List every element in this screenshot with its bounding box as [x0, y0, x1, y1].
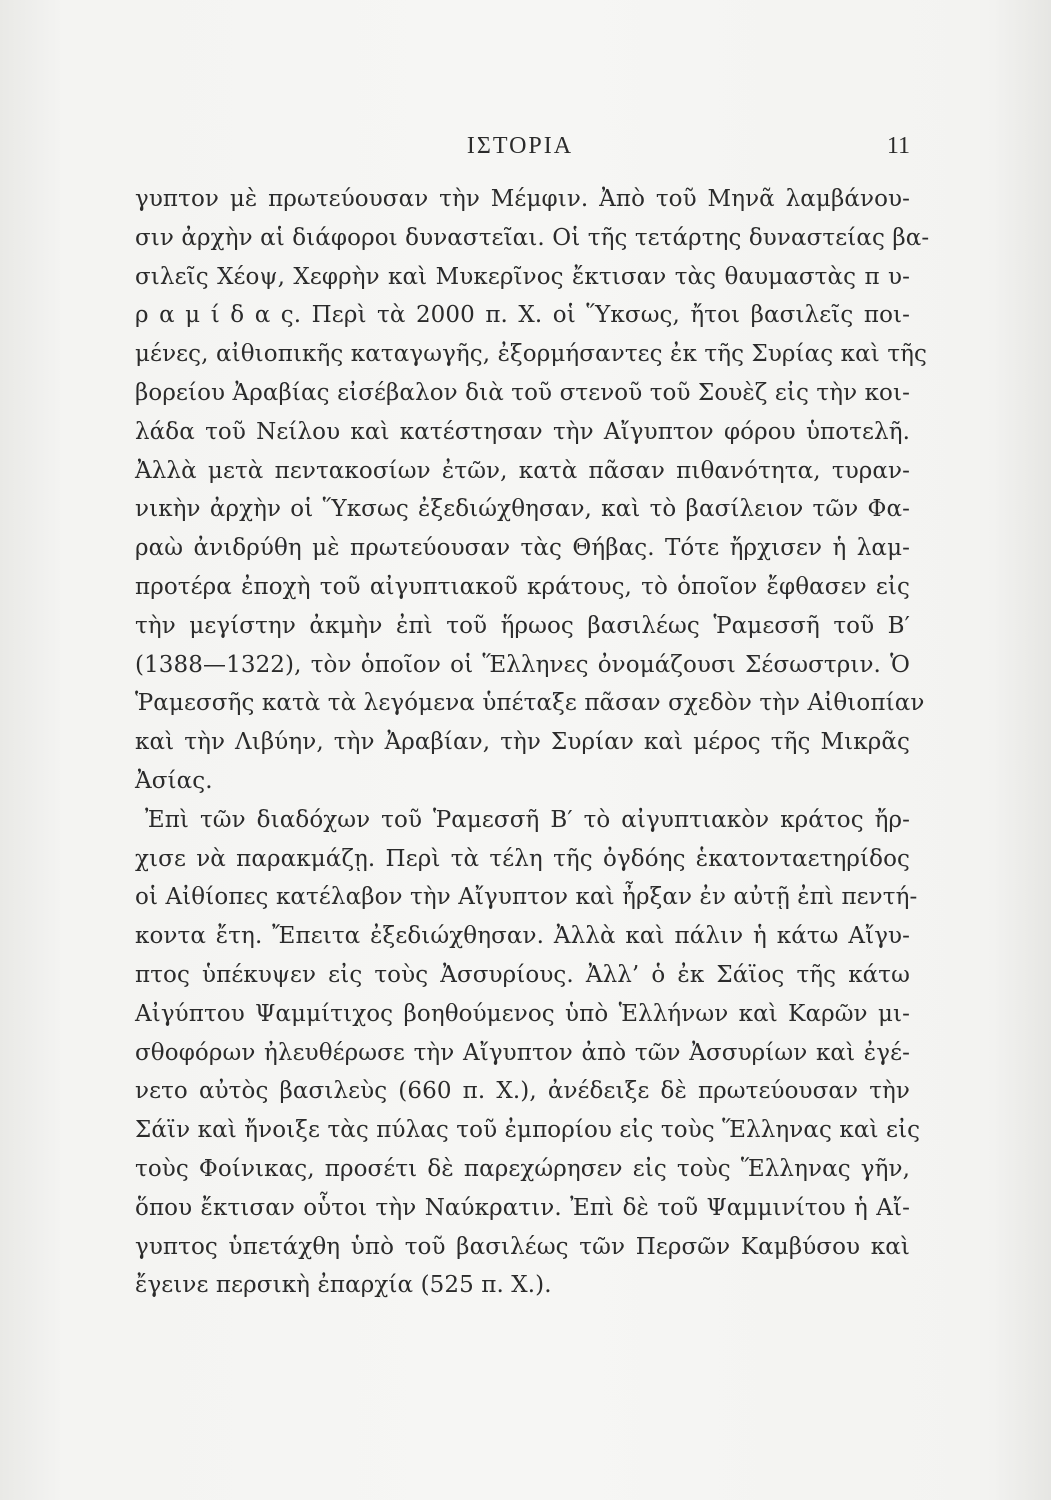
- text-line: μένες, αἰθιοπικῆς καταγωγῆς, ἐξορμήσαντες ἐκ τῆς Συρίας καὶ τῆς: [135, 341, 928, 368]
- text-line: τὴν μεγίστην ἀκμὴν ἐπὶ τοῦ ἥρωος βασιλέως Ῥαμεσσῆ τοῦ Β′: [135, 612, 910, 639]
- text-line: Αἰγύπτου Ψαμμίτιχος βοηθούμενος ὑπὸ Ἑλλήνων καὶ Καρῶν μι-: [135, 1000, 910, 1027]
- text-line: ἔγεινε περσικὴ ἐπαρχία (525 π. Χ.).: [135, 1272, 552, 1299]
- text-line: καὶ τὴν Λιβύην, τὴν Ἀραβίαν, τὴν Συρίαν καὶ μέρος τῆς Μικρᾶς: [135, 729, 910, 756]
- text-line: γυπτος ὑπετάχθη ὑπὸ τοῦ βασιλέως τῶν Περσῶν Καμβύσου καὶ: [135, 1233, 910, 1260]
- text-line: κοντα ἔτη. Ἔπειτα ἐξεδιώχθησαν. Ἀλλὰ καὶ πάλιν ἡ κάτω Αἴγυ-: [135, 923, 910, 950]
- running-title: ΙΣΤΟΡΙΑ: [466, 133, 574, 159]
- text-line: ραὼ ἀνιδρύθη μὲ πρωτεύουσαν τὰς Θήβας. Τότε ἤρχισεν ἡ λαμ-: [135, 535, 910, 562]
- text-line: νικὴν ἀρχὴν οἱ Ὕκσως ἐξεδιώχθησαν, καὶ τὸ βασίλειον τῶν Φα-: [135, 496, 910, 523]
- text-line: βορείου Ἀραβίας εἰσέβαλον διὰ τοῦ στενοῦ τοῦ Σουὲζ εἰς τὴν κοι-: [135, 379, 910, 406]
- text-line: προτέρα ἐποχὴ τοῦ αἰγυπτιακοῦ κράτους, τὸ ὁποῖον ἔφθασεν εἰς: [135, 573, 910, 600]
- text-line: σιν ἀρχὴν αἱ διάφοροι δυναστεῖαι. Οἱ τῆς τετάρτης δυναστείας βα-: [135, 224, 930, 251]
- text-line: Ῥαμεσσῆς κατὰ τὰ λεγόμενα ὑπέταξε πᾶσαν σχεδὸν τὴν Αἰθιοπίαν: [135, 690, 925, 717]
- text-line: χισε νὰ παρακμάζῃ. Περὶ τὰ τέλη τῆς ὀγδόης ἑκατονταετηρίδος: [135, 845, 910, 872]
- text-line: τοὺς Φοίνικας, προσέτι δὲ παρεχώρησεν εἰς τοὺς Ἕλληνας γῆν,: [135, 1155, 910, 1182]
- page-number: 11: [886, 133, 910, 159]
- text-line: σιλεῖς Χέοψ, Χεφρὴν καὶ Μυκερῖνος ἔκτισαν τὰς θαυμαστὰς π υ-: [135, 263, 910, 290]
- text-line: Ἐπὶ τῶν διαδόχων τοῦ Ῥαμεσσῆ Β′ τὸ αἰγυπτιακὸν κράτος ἤρ-: [145, 806, 910, 833]
- text-line: ὅπου ἔκτισαν οὗτοι τὴν Ναύκρατιν. Ἐπὶ δὲ τοῦ Ψαμμινίτου ἡ Αἴ-: [135, 1194, 910, 1221]
- text-line: πτος ὑπέκυψεν εἰς τοὺς Ἀσσυρίους. Ἀλλ’ ὁ ἐκ Σάϊος τῆς κάτω: [135, 961, 910, 988]
- text-line: λάδα τοῦ Νείλου καὶ κατέστησαν τὴν Αἴγυπτον φόρου ὑποτελῆ.: [135, 418, 910, 445]
- page-header: [130, 128, 910, 164]
- text-line: Ἀσίας.: [135, 767, 213, 794]
- body-text: [135, 180, 930, 1305]
- text-line: οἱ Αἰθίοπες κατέλαβον τὴν Αἴγυπτον καὶ ἦρξαν ἐν αὐτῇ ἐπὶ πεντή-: [135, 884, 918, 911]
- text-line: (1388—1322), τὸν ὁποῖον οἱ Ἕλληνες ὀνομάζουσι Σέσωστριν. Ὁ: [135, 651, 910, 678]
- text-line: Ἀλλὰ μετὰ πεντακοσίων ἐτῶν, κατὰ πᾶσαν πιθανότητα, τυραν-: [135, 457, 910, 484]
- text-line: γυπτον μὲ πρωτεύουσαν τὴν Μέμφιν. Ἀπὸ τοῦ Μηνᾶ λαμβάνου-: [135, 186, 910, 212]
- text-line: νετο αὐτὸς βασιλεὺς (660 π. Χ.), ἀνέδειξε δὲ πρωτεύουσαν τὴν: [135, 1078, 910, 1105]
- text-line: Σάϊν καὶ ἤνοιξε τὰς πύλας τοῦ ἐμπορίου εἰς τοὺς Ἕλληνας καὶ εἰς: [135, 1117, 921, 1144]
- text-line: ρ α μ ί δ α ς. Περὶ τὰ 2000 π. Χ. οἱ Ὕκσως, ἤτοι βασιλεῖς ποι-: [135, 302, 910, 329]
- text-line: σθοφόρων ἠλευθέρωσε τὴν Αἴγυπτον ἀπὸ τῶν Ἀσσυρίων καὶ ἐγέ-: [135, 1039, 910, 1066]
